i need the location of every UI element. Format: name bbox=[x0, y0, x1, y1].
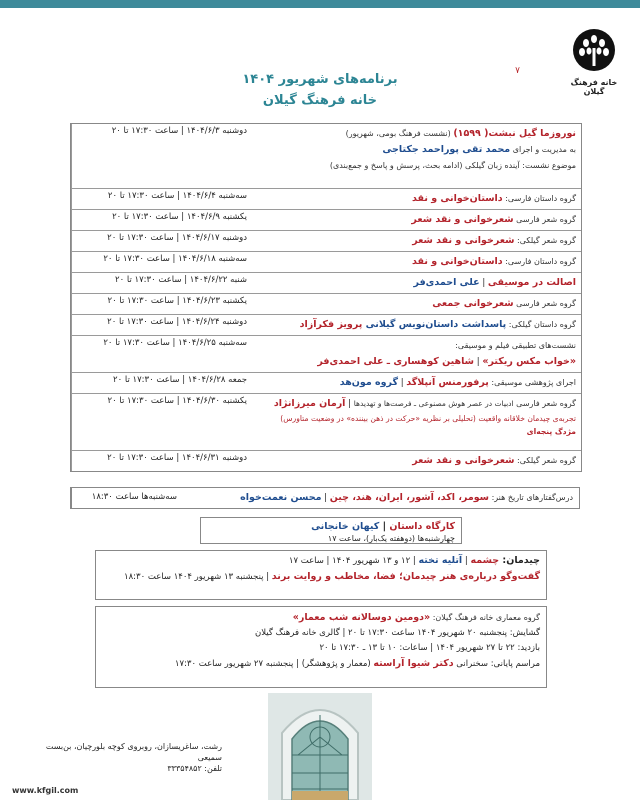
event-title: شعرخوانی و نقد شعر bbox=[412, 455, 515, 466]
event-datetime: دوشنبه ۱۴۰۴/۶/۳ | ساعت ۱۷:۳۰ تا ۲۰ bbox=[71, 124, 251, 188]
event-speaker: شاهین کوهساری ـ علی احمدی‌فر bbox=[317, 356, 475, 367]
installation-box: چیدمان: چشمه | آتلیه تخته | ۱۲ و ۱۳ شهریور ۱۴۰۴ | ساعت ۱۷ گفت‌وگو درباره‌ی هنر چیدمان؛ فضا، مخاطب و روایت برند | پنجشنبه ۱۳ شهریور ۱۴۰۴ ساعت ۱۸:۳۰ bbox=[95, 550, 547, 600]
architecture-closing-suffix: (معمار و پژوهشگر) | پنجشنبه ۲۷ شهریور ساعت ۱۷:۳۰ bbox=[174, 659, 374, 669]
installation-place: آتلیه تخته bbox=[418, 555, 463, 566]
schedule-row bbox=[71, 189, 581, 210]
event-datetime: یکشنبه ۱۴۰۴/۶/۹ | ساعت ۱۷:۳۰ تا ۲۰ bbox=[71, 210, 251, 230]
schedule-row bbox=[71, 294, 581, 315]
event-group: گروه داستان فارسی: bbox=[502, 257, 576, 266]
event-datetime: سه‌شنبه ۱۴۰۴/۶/۱۸ | ساعت ۱۷:۳۰ تا ۲۰ bbox=[71, 252, 251, 272]
lectures-schedule: سه‌شنبه‌ها ساعت ۱۸:۳۰ bbox=[71, 488, 181, 508]
schedule-table bbox=[70, 123, 582, 472]
event-title: اصالت در موسیقی bbox=[487, 277, 576, 288]
event-datetime: دوشنبه ۱۴۰۴/۶/۳۱ | ساعت ۱۷:۳۰ تا ۲۰ bbox=[71, 451, 251, 471]
logo-caption: خانه فرهنگ گیلان bbox=[570, 78, 618, 96]
decorative-window-image bbox=[268, 693, 372, 800]
address-text: رشت، ساغریسازان، روبروی کوچه بلورچیان، بن‌بست سمیعی bbox=[45, 742, 222, 762]
event-host: محمد تقی پوراحمد جکتاجی bbox=[382, 144, 511, 155]
lectures-box: درس‌گفتارهای تاریخ هنر: سومر، اکد، آشور، ایران، هند، چین | محسن نعمت‌خواه سه‌شنبه‌ها ساعت ۱۸:۳۰ bbox=[70, 487, 580, 509]
event-title: شعرخوانی جمعی bbox=[432, 298, 514, 309]
event-title: داستان‌خوانی و نقد bbox=[412, 256, 503, 267]
event-title: نوروزما گیل نبشت( ۱۵۹۹) bbox=[453, 128, 576, 139]
lectures-lecturer: محسن نعمت‌خواه bbox=[240, 492, 322, 503]
event-title: پرفورمنس آنپلاگد bbox=[406, 377, 489, 388]
event-topic: ادبیات در عصر هوش مصنوعی ـ فرصت‌ها و تهدیدها bbox=[353, 399, 514, 408]
architecture-closing-prefix: مراسم پایانی: سخنرانی bbox=[453, 659, 540, 669]
schedule-row bbox=[71, 252, 581, 273]
installation-talk-time: پنجشنبه ۱۳ شهریور ۱۴۰۴ ساعت ۱۸:۳۰ bbox=[124, 572, 264, 582]
event-subtitle: (نشست فرهنگ بومی، شهریور) bbox=[345, 129, 454, 138]
page-title: برنامه‌های شهریور ۱۴۰۴ bbox=[242, 72, 398, 87]
architecture-opening: گشایش: پنجشنبه ۲۰ شهریور ۱۴۰۴ ساعت ۱۷:۳۰ تا ۲۰ | گالری خانه فرهنگ گیلان bbox=[254, 628, 540, 638]
event-group: گروه شعر فارسی bbox=[513, 299, 576, 308]
architecture-box bbox=[95, 606, 547, 688]
event-datetime: دوشنبه ۱۴۰۴/۶/۲۴ | ساعت ۱۷:۳۰ تا ۲۰ bbox=[71, 315, 251, 335]
page-number: ۷ bbox=[515, 66, 520, 76]
installation-dates: ۱۲ و ۱۳ شهریور ۱۴۰۴ | ساعت ۱۷ bbox=[288, 556, 411, 566]
phone-text: تلفن: ۳۳۳۵۴۸۵۲ bbox=[167, 764, 222, 773]
event-title: شعرخوانی و نقد شعر bbox=[412, 235, 515, 246]
installation-talk: گفت‌وگو درباره‌ی هنر چیدمان؛ فضا، مخاطب و روایت برند bbox=[271, 571, 540, 582]
event-title: داستان‌خوانی و نقد bbox=[412, 193, 503, 204]
footer-address bbox=[22, 741, 222, 774]
architecture-speaker: دکتر شیوا آراسته bbox=[373, 658, 454, 669]
installation-title: چشمه bbox=[470, 555, 500, 566]
schedule-row: اجرای پژوهشی موسیقی: پرفورمنس آنپلاگد | گروه مون‌هد جمعه ۱۴۰۴/۶/۲۸ | ساعت ۱۷:۳۰ تا ۲۰ bbox=[71, 373, 581, 394]
schedule-row bbox=[71, 451, 581, 471]
schedule-row bbox=[71, 231, 581, 252]
schedule-row: اصالت در موسیقی | علی احمدی‌فر شنبه ۱۴۰۴/۶/۲۲ | ساعت ۱۷:۳۰ تا ۲۰ bbox=[71, 273, 581, 294]
schedule-row bbox=[71, 210, 581, 231]
event-group: اجرای پژوهشی موسیقی: bbox=[488, 378, 576, 387]
event-title: «خواب مکس ریکتر» bbox=[482, 356, 576, 367]
lectures-prefix: درس‌گفتارهای تاریخ هنر: bbox=[489, 493, 573, 502]
event-group: گروه شعر فارسی bbox=[513, 215, 576, 224]
event-speaker: آرمان میرزانژاد bbox=[273, 398, 346, 409]
event-datetime: سه‌شنبه ۱۴۰۴/۶/۴ | ساعت ۱۷:۳۰ تا ۲۰ bbox=[71, 189, 251, 209]
event-performer: گروه مون‌هد bbox=[339, 377, 398, 388]
event-datetime: یکشنبه ۱۴۰۴/۶/۲۳ | ساعت ۱۷:۳۰ تا ۲۰ bbox=[71, 294, 251, 314]
website-link[interactable]: www.kfgil.com bbox=[12, 786, 79, 795]
event-group: نشست‌های تطبیقی فیلم و موسیقی: bbox=[455, 341, 576, 350]
event-topic: موضوع نشست: آینده زبان گیلکی (ادامه بحث، پرسش و پاسخ و جمع‌بندی) bbox=[329, 161, 576, 170]
event-group: گروه داستان گیلکی: bbox=[506, 320, 576, 329]
event-datetime: سه‌شنبه ۱۴۰۴/۶/۲۵ | ساعت ۱۷:۳۰ تا ۲۰ bbox=[71, 336, 251, 372]
installation-label: چیدمان: bbox=[499, 555, 540, 566]
event-speaker: پرویز فکرآزاد bbox=[299, 319, 363, 330]
event-datetime: شنبه ۱۴۰۴/۶/۲۲ | ساعت ۱۷:۳۰ تا ۲۰ bbox=[71, 273, 251, 293]
event-host-label: به مدیریت و اجرای bbox=[510, 145, 576, 154]
event-group: گروه داستان فارسی: bbox=[502, 194, 576, 203]
event-group: گروه شعر فارسی bbox=[513, 399, 576, 408]
event-speaker: علی احمدی‌فر bbox=[413, 277, 480, 288]
event-datetime: دوشنبه ۱۴۰۴/۶/۱۷ | ساعت ۱۷:۳۰ تا ۲۰ bbox=[71, 231, 251, 251]
architecture-group: گروه معماری خانه فرهنگ گیلان: bbox=[430, 613, 540, 622]
top-accent-bar bbox=[0, 0, 640, 8]
workshop-schedule: چهارشنبه‌ها (دوهفته یک‌بار)، ساعت ۱۷ bbox=[327, 534, 455, 543]
schedule-row bbox=[71, 124, 581, 189]
page-subtitle: خانه فرهنگ گیلان bbox=[262, 93, 378, 108]
event-group: گروه شعر گیلکی: bbox=[514, 456, 576, 465]
schedule-row bbox=[71, 315, 581, 336]
architecture-title: «دومین دوسالانه شب معمار» bbox=[292, 612, 431, 623]
lectures-topics: سومر، اکد، آشور، ایران، هند، چین bbox=[329, 492, 490, 503]
architecture-visit: بازدید: ۲۲ تا ۲۷ شهریور ۱۴۰۴ | ساعات: ۱۰ تا ۱۳ ـ ۱۷:۳۰ تا ۲۰ bbox=[319, 643, 540, 653]
logo bbox=[562, 28, 626, 100]
event-note: تجربه‌ی چیدمان خلاقانه واقعیت (تحلیلی بر نظریه «حرکت در ذهن بیننده» در وضعیت متاورس) bbox=[280, 414, 576, 423]
workshop-teacher: کیهان خانجانی bbox=[311, 521, 380, 532]
event-datetime: یکشنبه ۱۴۰۴/۶/۳۰ | ساعت ۱۷:۳۰ تا ۲۰ bbox=[71, 394, 251, 450]
workshop-box: کارگاه داستان | کیهان خانجانی چهارشنبه‌ها (دوهفته یک‌بار)، ساعت ۱۷ bbox=[200, 517, 462, 544]
event-datetime: جمعه ۱۴۰۴/۶/۲۸ | ساعت ۱۷:۳۰ تا ۲۰ bbox=[71, 373, 251, 393]
event-title: پاسداشت داستان‌نویس گیلانی bbox=[362, 319, 507, 330]
workshop-title: کارگاه داستان bbox=[389, 521, 455, 532]
event-group: گروه شعر گیلکی: bbox=[514, 236, 576, 245]
event-title: شعرخوانی و نقد شعر bbox=[411, 214, 514, 225]
tree-logo-icon bbox=[572, 28, 616, 76]
schedule-row: نشست‌های تطبیقی فیلم و موسیقی: «خواب مکس ریکتر» | شاهین کوهساری ـ علی احمدی‌فر سه‌شنبه ۱۴۰۴/۶/۲۵ | ساعت ۱۷:۳۰ تا ۲۰ bbox=[71, 336, 581, 373]
event-note-speaker: مژدگ پنجه‌ای bbox=[526, 427, 576, 436]
schedule-row: گروه شعر فارسی ادبیات در عصر هوش مصنوعی ـ فرصت‌ها و تهدیدها | آرمان میرزانژاد تجربه‌ی چیدمان خلاقانه واقعیت (تحلیلی بر نظریه «حرکت در ذهن بیننده» در وضعیت متاورس) مژدگ پنجه‌ای یکشنبه ۱۴۰۴/۶/۳۰ | ساعت ۱۷:۳۰ تا ۲۰ bbox=[71, 394, 581, 451]
